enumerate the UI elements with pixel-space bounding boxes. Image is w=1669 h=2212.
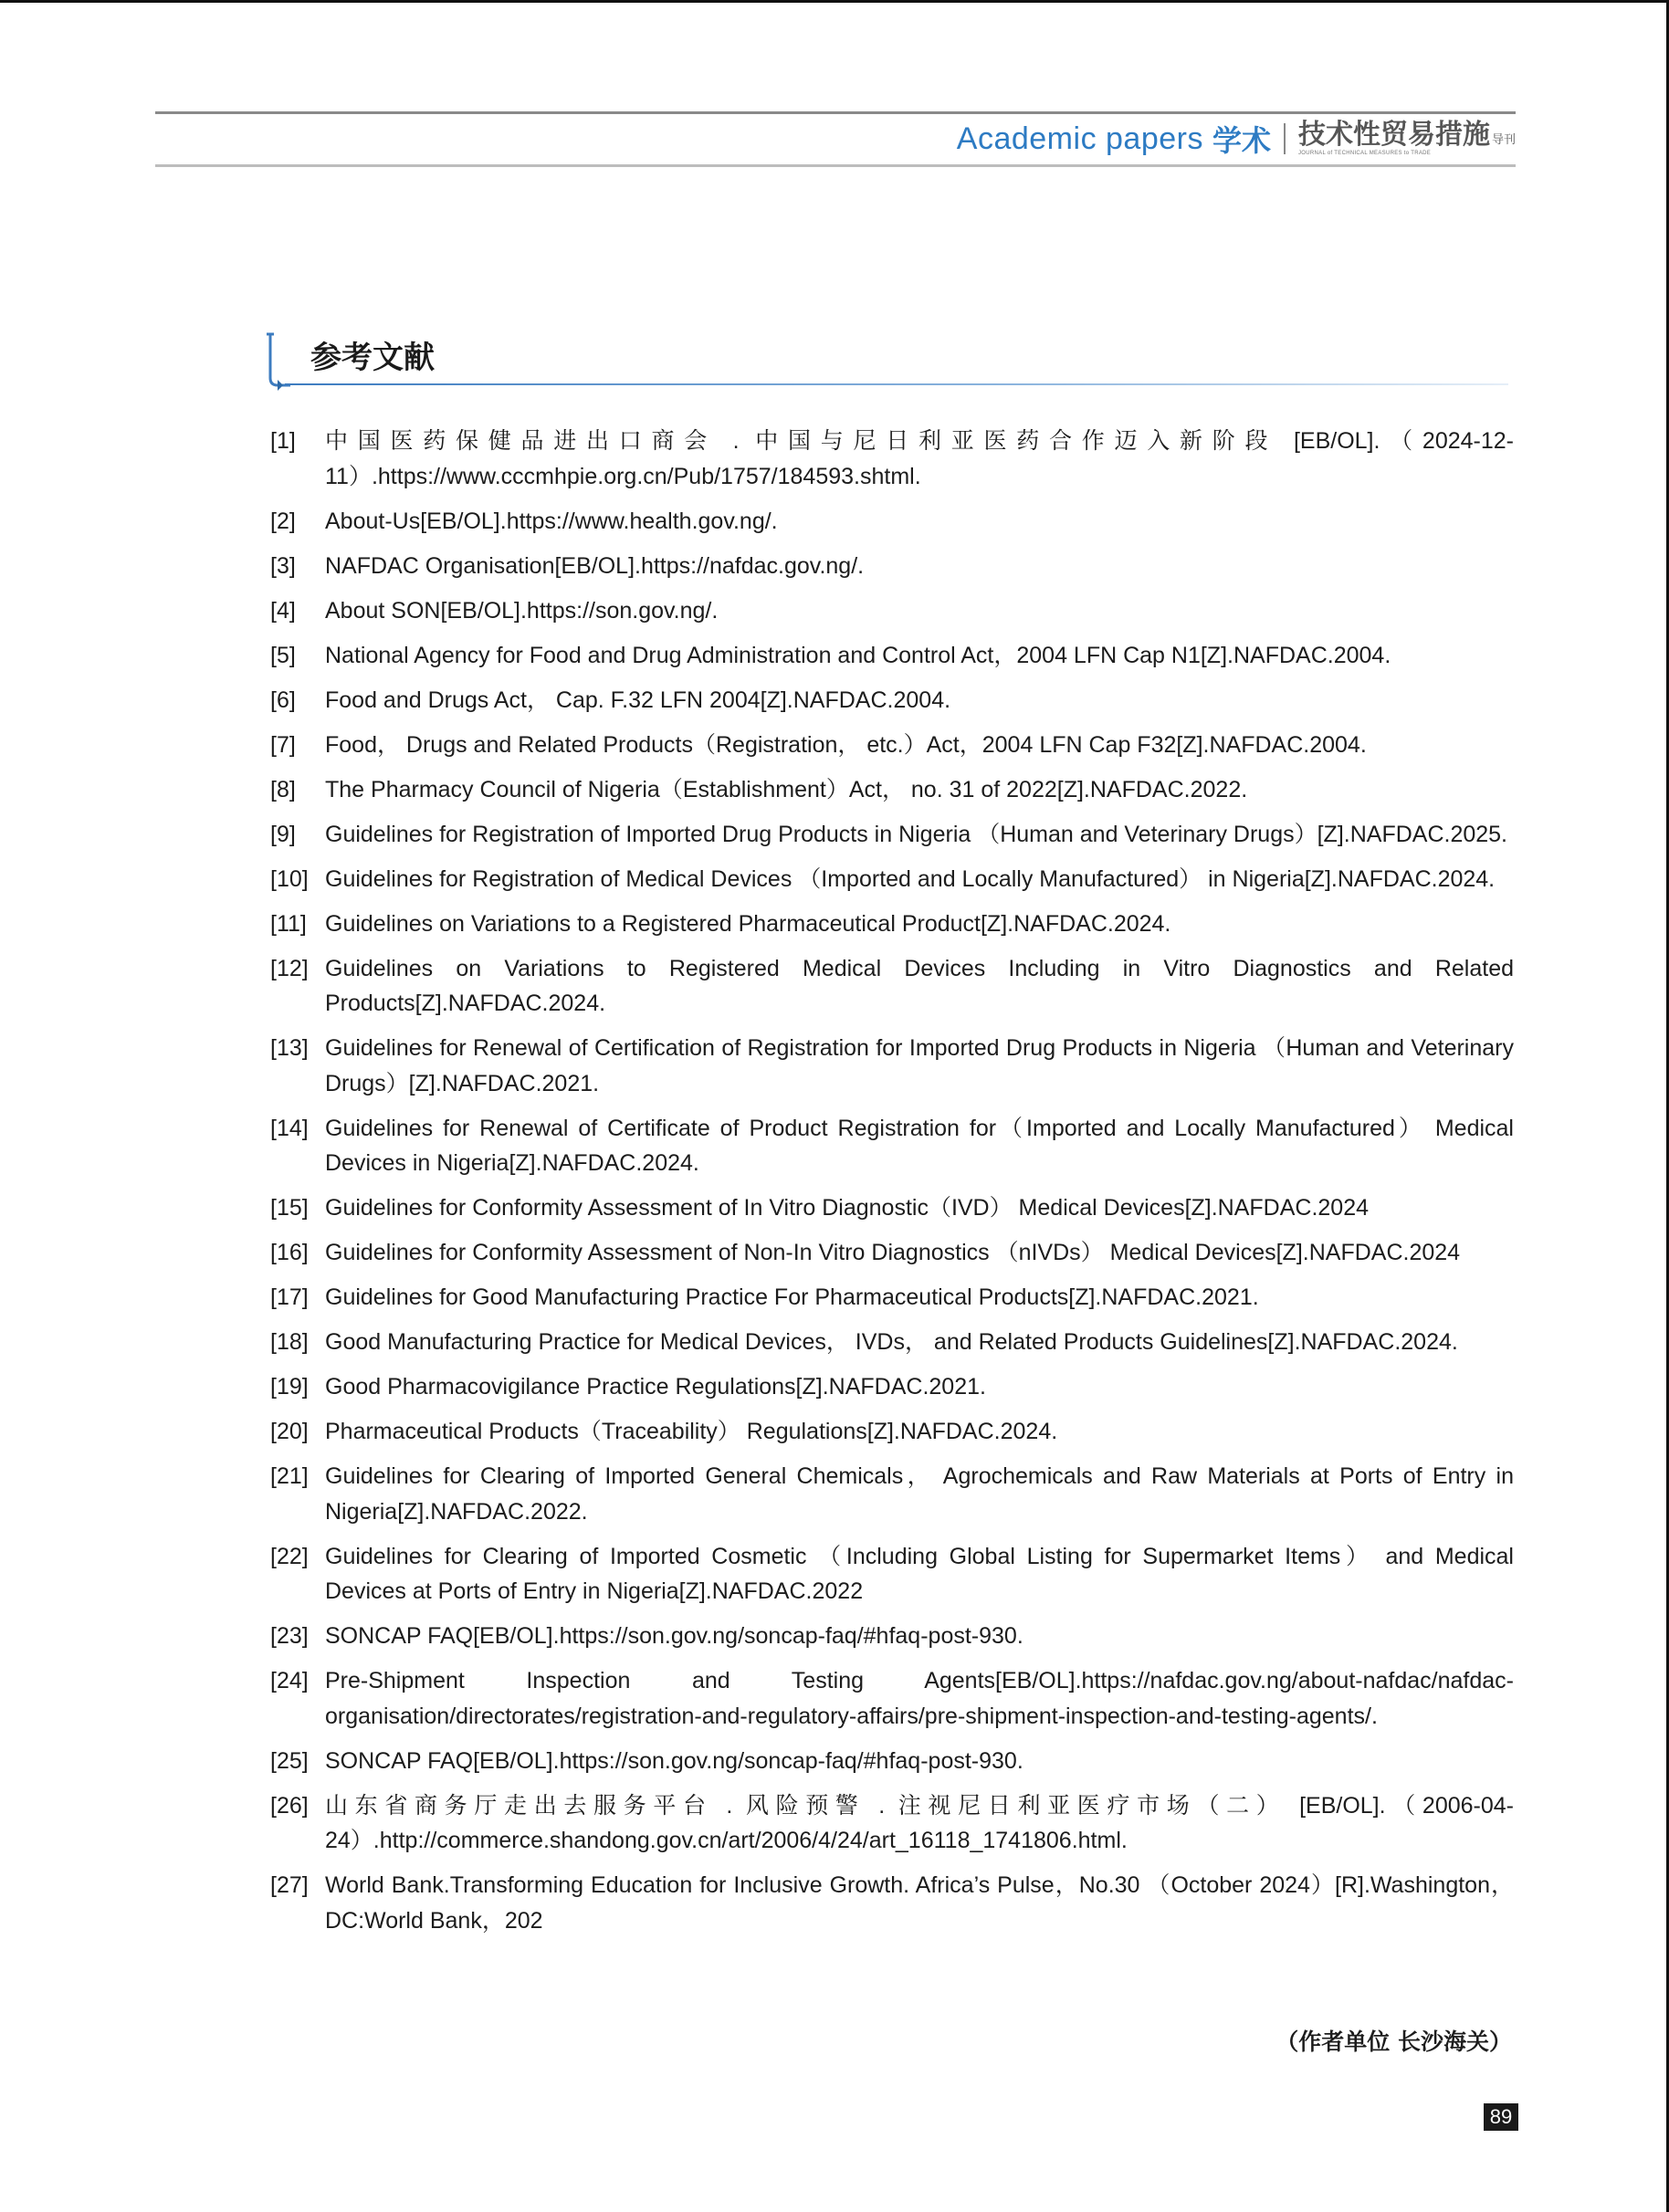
reference-item (270, 1619, 1514, 1654)
reference-item (270, 817, 1514, 853)
reference-item (270, 907, 1514, 942)
reference-number: [26] (270, 1792, 309, 1819)
reference-number: [27] (270, 1872, 309, 1898)
reference-number: [9] (270, 821, 296, 847)
reference-item (270, 1190, 1514, 1226)
reference-text: Guidelines on Variations to Registered Medical Devices Including in Vitro Diagnostics and Related Products[Z].NAFDAC.2024. (325, 955, 1514, 1016)
reference-item (270, 1788, 1514, 1859)
reference-item (270, 1414, 1514, 1450)
reference-number: [14] (270, 1115, 309, 1141)
reference-text: National Agency for Food and Drug Administration and Control Act，2004 LFN Cap N1[Z].NAFDAC.2004. (325, 642, 1391, 668)
reference-text: Pre-Shipment Inspection and Testing Agents[EB/OL].https://nafdac.gov.ng/about-nafdac/nafdac-organisation/directorates/registration-and-regulatory-affairs/pre-shipment-inspection-and-testing-agents/. (325, 1668, 1514, 1729)
reference-text: Good Manufacturing Practice for Medical Devices， IVDs， and Related Products Guidelines[Z].NAFDAC.2024. (325, 1329, 1458, 1355)
reference-number: [12] (270, 955, 309, 981)
reference-number: [15] (270, 1195, 309, 1221)
reference-text: Food and Drugs Act， Cap. F.32 LFN 2004[Z].NAFDAC.2004. (325, 687, 951, 713)
reference-text: Guidelines for Registration of Medical Devices （Imported and Locally Manufactured） in Nigeria[Z].NAFDAC.2024. (325, 865, 1496, 892)
reference-text: Guidelines for Clearing of Imported General Chemicals， Agrochemicals and Raw Materials at Ports of Entry in Nigeria[Z].NAFDAC.2022. (325, 1463, 1514, 1525)
header-rule-top (155, 111, 1516, 114)
reference-item (270, 424, 1514, 494)
reference-number: [4] (270, 597, 296, 624)
reference-item (270, 1868, 1514, 1938)
reference-number: [3] (270, 552, 296, 579)
reference-text: Guidelines on Variations to a Registered Pharmaceutical Product[Z].NAFDAC.2024. (325, 910, 1171, 937)
references-section-heading (265, 329, 1516, 393)
reference-number: [17] (270, 1284, 309, 1310)
reference-number: [18] (270, 1329, 309, 1355)
reference-number: [19] (270, 1374, 309, 1400)
reference-number: [25] (270, 1747, 309, 1774)
reference-text: SONCAP FAQ[EB/OL].https://son.gov.ng/soncap-faq/#hfaq-post-930. (325, 1623, 1023, 1649)
reference-item (270, 728, 1514, 763)
reference-number: [23] (270, 1623, 309, 1649)
section-bracket-icon (265, 332, 292, 391)
section-rule (285, 383, 1508, 385)
section-title: 参考文献 (310, 340, 435, 376)
reference-text: About SON[EB/OL].https://son.gov.ng/. (325, 597, 719, 624)
reference-number: [5] (270, 642, 296, 668)
reference-number: [7] (270, 731, 296, 758)
reference-text: World Bank.Transforming Education for Inclusive Growth. Africa’s Pulse，No.30 （October 2024）[R].Washington，DC:World Bank，202 (325, 1872, 1514, 1934)
reference-list (270, 424, 1514, 1948)
reference-text: Guidelines for Registration of Imported Drug Products in Nigeria （Human and Veterinary Drugs）[Z].NAFDAC.2025. (325, 821, 1508, 847)
header-english-label: Academic papers (956, 121, 1203, 156)
reference-item (270, 951, 1514, 1022)
reference-text: Guidelines for Renewal of Certificate of Product Registration for（Imported and Locally Manufactured） Medical Devices in Nigeria[Z].NAFDAC.2024. (325, 1115, 1514, 1176)
header-divider (1284, 123, 1286, 154)
reference-item (270, 1459, 1514, 1529)
journal-english-name: JOURNAL of TECHNICAL MEASURES to TRADE (1297, 151, 1432, 156)
reference-text: Pharmaceutical Products（Traceability） Regulations[Z].NAFDAC.2024. (325, 1419, 1058, 1444)
reference-item (270, 862, 1514, 897)
reference-number: [11] (270, 910, 307, 937)
reference-text: 山东省商务厅走出去服务平台 . 风险预警 . 注视尼日利亚医疗市场（二） [EB/OL].（2006-04-24）.http://commerce.shandong.gov.cn/art/2006/4/24/art_16118_1741806.html. (325, 1792, 1514, 1853)
reference-text: NAFDAC Organisation[EB/OL].https://nafdac.gov.ng/. (325, 552, 865, 579)
reference-number: [6] (270, 687, 296, 713)
reference-number: [8] (270, 776, 296, 802)
reference-item (270, 1663, 1514, 1734)
reference-number: [2] (270, 508, 296, 534)
reference-text: Guidelines for Renewal of Certification of Registration for Imported Drug Products in Nigeria （Human and Veterinary Drugs）[Z].NAFDAC.2021. (325, 1035, 1514, 1096)
header-chinese-label: 学术 (1212, 123, 1271, 158)
reference-number: [10] (270, 865, 309, 892)
reference-text: About-Us[EB/OL].https://www.health.gov.ng/. (325, 508, 778, 534)
reference-text: SONCAP FAQ[EB/OL].https://son.gov.ng/soncap-faq/#hfaq-post-930. (325, 1747, 1023, 1774)
reference-text: The Pharmacy Council of Nigeria（Establishment）Act， no. 31 of 2022[Z].NAFDAC.2022. (325, 776, 1248, 802)
reference-number: [13] (270, 1035, 309, 1061)
reference-number: [20] (270, 1419, 309, 1444)
author-affiliation: （作者单位 长沙海关） (1275, 2029, 1512, 2055)
page-border-top (0, 0, 1669, 3)
reference-number: [21] (270, 1463, 309, 1489)
page-number: 89 (1484, 2103, 1518, 2131)
reference-item (270, 1031, 1514, 1101)
reference-item (270, 683, 1514, 718)
reference-item (270, 1111, 1514, 1181)
reference-text: Guidelines for Good Manufacturing Practice For Pharmaceutical Products[Z].NAFDAC.2021. (325, 1284, 1259, 1310)
journal-logo (1298, 121, 1516, 156)
reference-item (270, 638, 1514, 674)
reference-item (270, 593, 1514, 629)
reference-item (270, 1744, 1514, 1779)
reference-text: 中国医药保健品进出口商会 . 中国与尼日利亚医药合作迈入新阶段 [EB/OL].（2024-12-11）.https://www.cccmhpie.org.cn/Pub/1757/184593.shtml. (325, 428, 1514, 489)
reference-item (270, 1369, 1514, 1405)
reference-number: [1] (270, 428, 296, 454)
reference-item (270, 1539, 1514, 1609)
reference-number: [22] (270, 1543, 309, 1569)
reference-item (270, 1280, 1514, 1316)
running-header (155, 111, 1516, 166)
reference-item (270, 1235, 1514, 1271)
reference-item (270, 1325, 1514, 1360)
reference-number: [16] (270, 1240, 309, 1265)
header-labels (957, 119, 1516, 159)
reference-item (270, 504, 1514, 540)
reference-number: [24] (270, 1668, 309, 1693)
reference-text: Guidelines for Conformity Assessment of Non-In Vitro Diagnostics （nIVDs） Medical Devices[Z].NAFDAC.2024 (325, 1240, 1461, 1265)
reference-text: Guidelines for Conformity Assessment of In Vitro Diagnostic（IVD） Medical Devices[Z].NAFDAC.2024 (325, 1195, 1370, 1221)
header-rule-bottom (155, 164, 1516, 167)
reference-text: Food， Drugs and Related Products（Registration， etc.）Act，2004 LFN Cap F32[Z].NAFDAC.2004. (325, 731, 1367, 758)
reference-item (270, 772, 1514, 808)
journal-suffix: 导刊 (1491, 133, 1516, 147)
reference-item (270, 549, 1514, 584)
reference-text: Guidelines for Clearing of Imported Cosmetic （Including Global Listing for Supermarket Items） and Medical Devices at Ports of Entry in Nigeria[Z].NAFDAC.2022 (325, 1543, 1514, 1604)
journal-name: 技术性贸易措施 (1297, 119, 1490, 151)
reference-text: Good Pharmacovigilance Practice Regulations[Z].NAFDAC.2021. (325, 1374, 986, 1400)
